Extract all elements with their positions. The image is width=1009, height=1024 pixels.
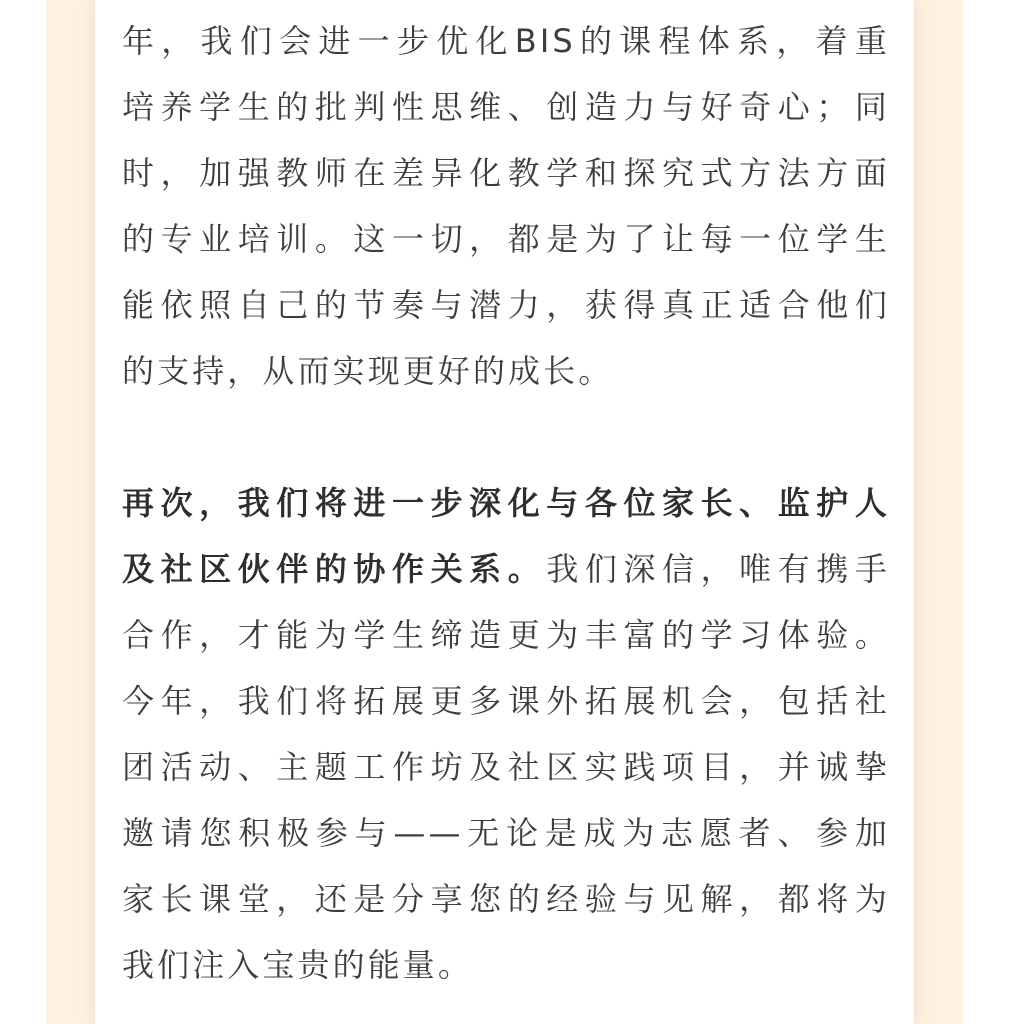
text-line: 的支持，从而实现更好的成长。 [122,352,614,390]
text-line: 能依照自己的节奏与潜力，获得真正适合他们 [122,286,890,324]
bold-lead-text: 及社区伙伴的协作关系。 [122,550,547,588]
text-line: 我们注入宝贵的能量。 [122,946,474,984]
text-line: 的专业培训。这一切，都是为了让每一位学生 [122,220,890,258]
text-line: 邀请您积极参与——无论是成为志愿者、参加 [122,814,890,852]
text-fragment: 我们深信，唯有携手 [546,550,890,588]
text-line: 年，我们会进一步优化BIS的课程体系，着重 [122,22,890,60]
text-line: 培养学生的批判性思维、创造力与好奇心；同 [122,88,890,126]
paragraph-spacer [122,404,890,470]
bold-text-line: 再次，我们将进一步深化与各位家长、监护人 [122,484,890,522]
article-body [122,8,890,998]
text-line: 时，加强教师在差异化教学和探究式方法方面 [122,154,890,192]
paragraph-partnership [122,470,890,998]
text-line: 合作，才能为学生缔造更为丰富的学习体验。 [122,616,890,654]
text-line: 家长课堂，还是分享您的经验与见解，都将为 [122,880,890,918]
text-line: 团活动、主题工作坊及社区实践项目，并诚挚 [122,748,890,786]
mixed-text-line [122,536,890,602]
text-line: 今年，我们将拓展更多课外拓展机会，包括社 [122,682,890,720]
paragraph-curriculum [122,8,890,404]
